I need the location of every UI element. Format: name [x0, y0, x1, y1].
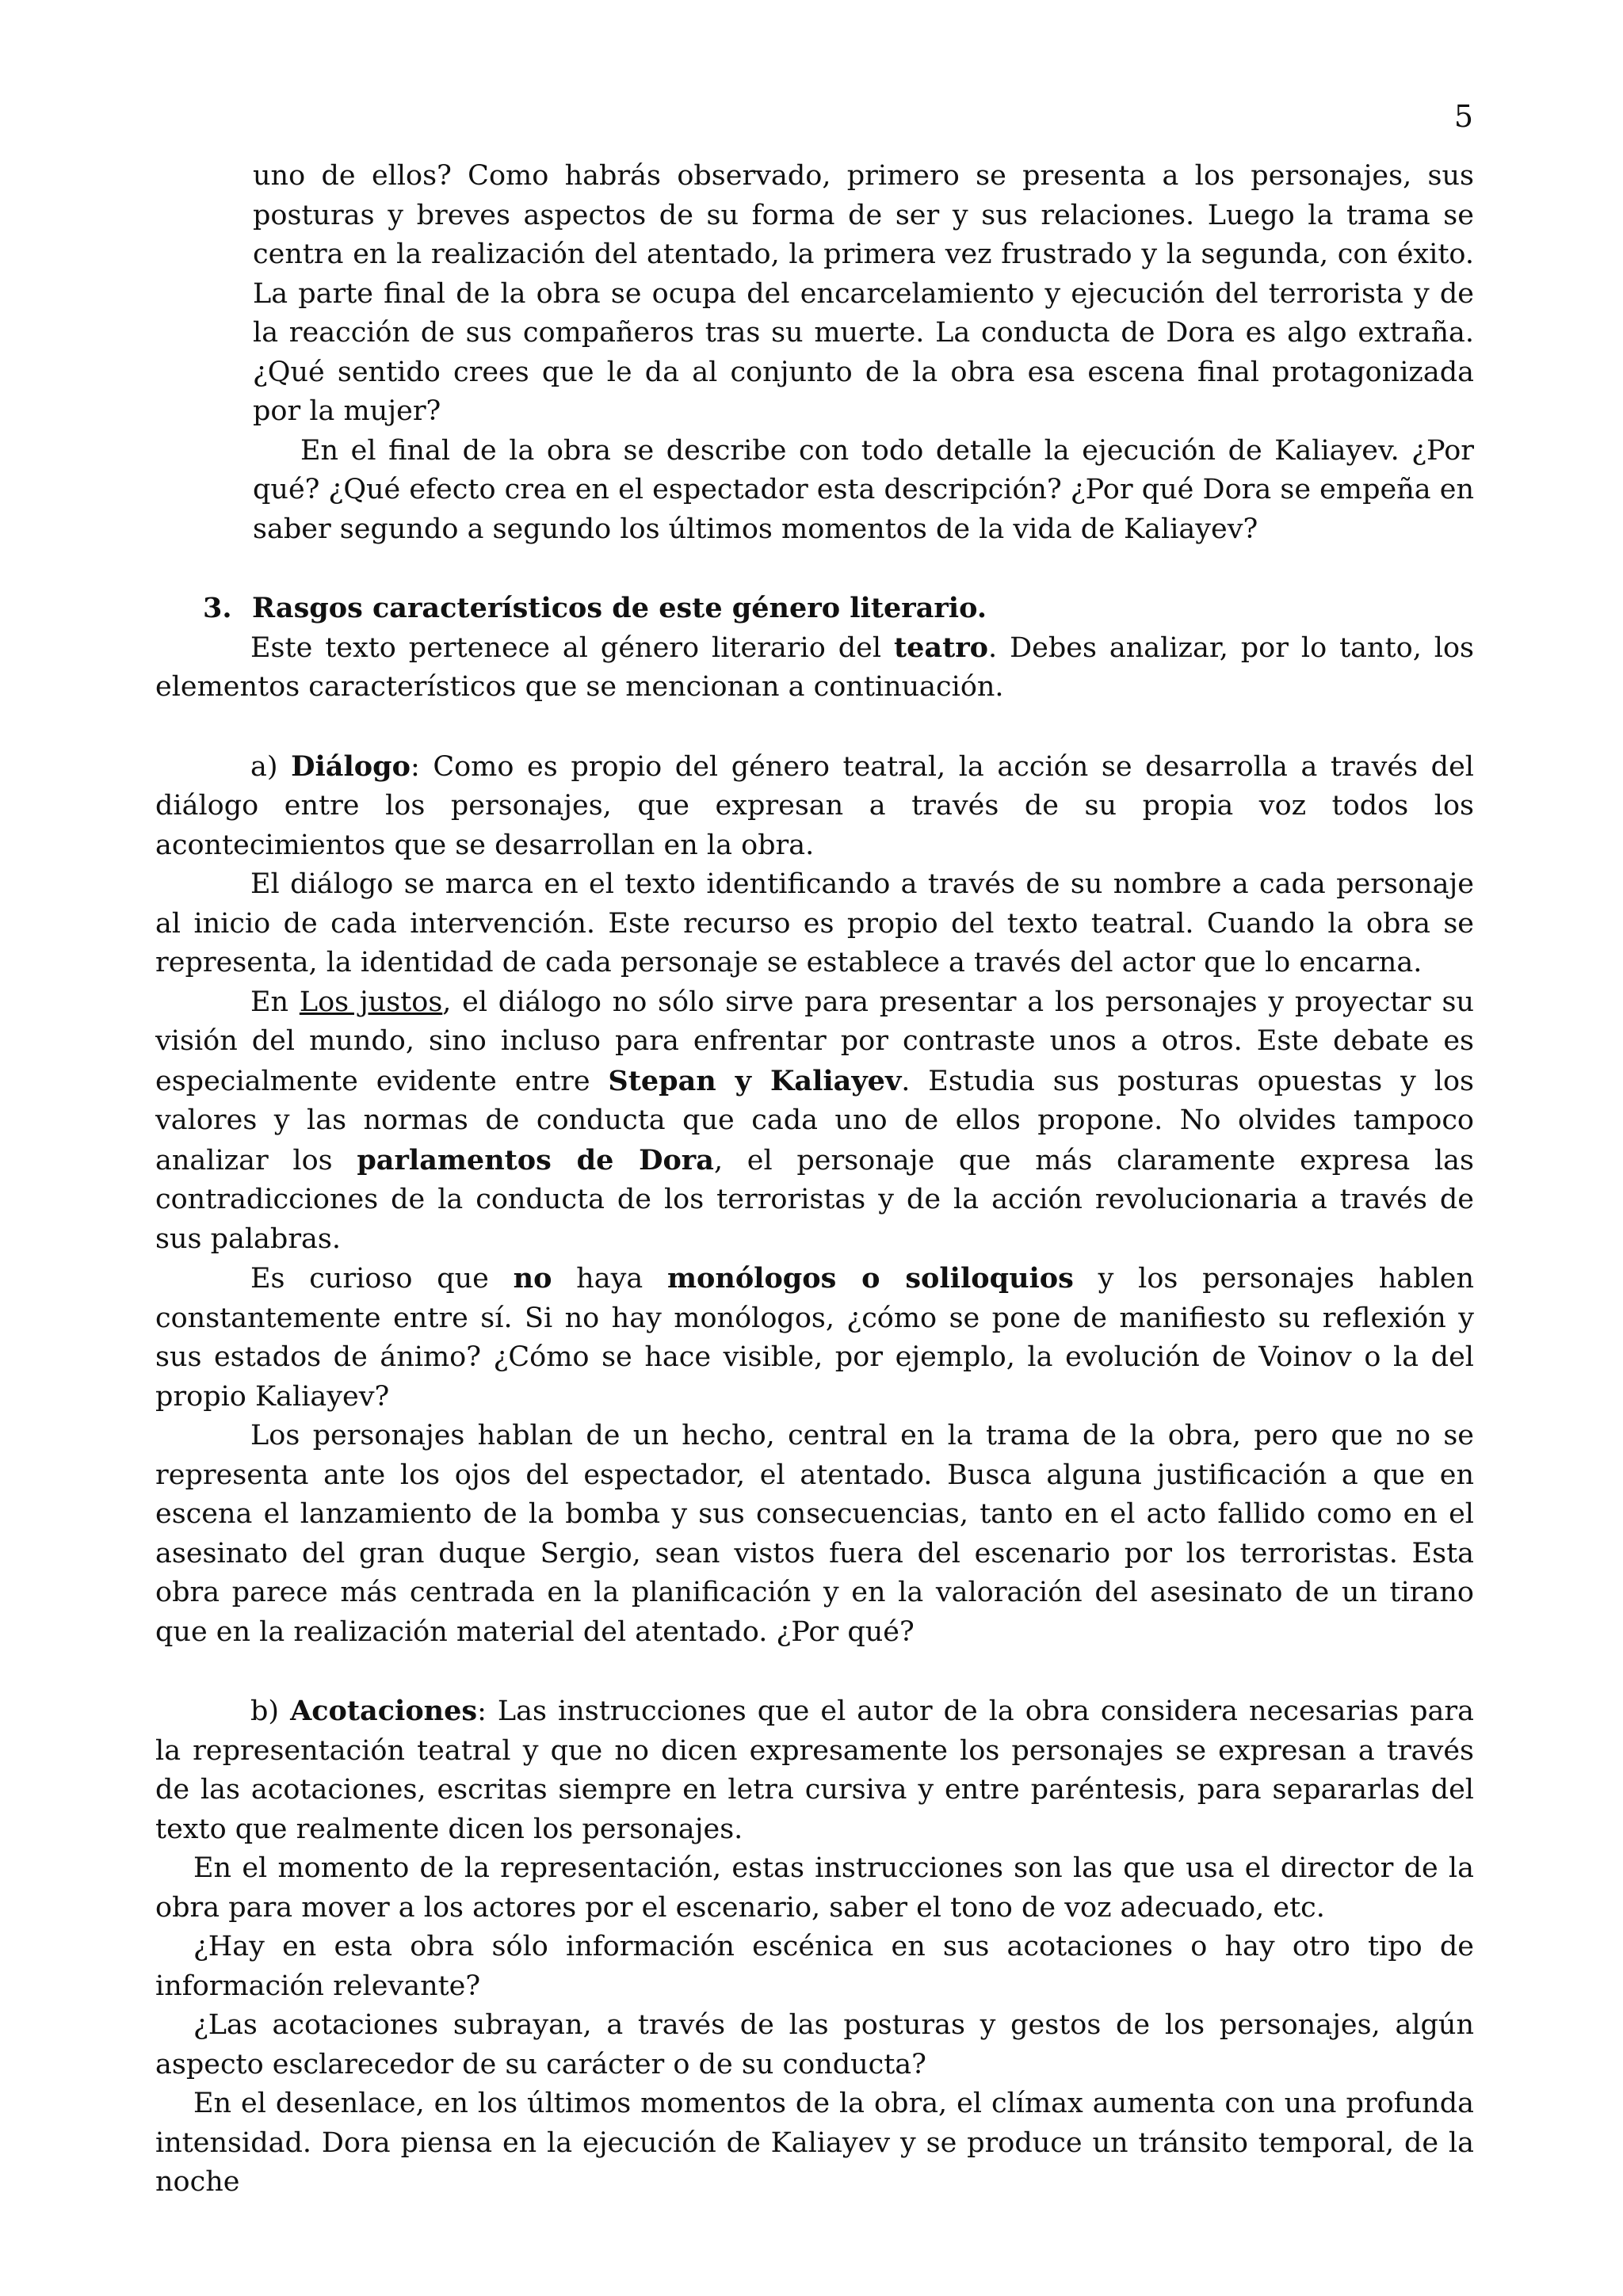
- term-stepan-kaliayev: Stepan y Kaliayev: [608, 1064, 902, 1097]
- text-run: : Como es propio del género teatral, la acción se desarrolla a través del diálogo entre los personajes, que expresan a través de su propia voz todos los acontecimientos que se desarrollan en la obra.: [155, 750, 1474, 861]
- dialogo-paragraph-1: [155, 747, 1474, 866]
- text-run: Este texto pertenece al género literario del: [250, 631, 894, 664]
- term-no: no: [513, 1262, 552, 1295]
- intro-block: [155, 157, 1474, 549]
- acotaciones-paragraph-5: En el desenlace, en los últimos momentos de la obra, el clímax aumenta con una profunda intensidad. Dora piensa en la ejecución de Kaliayev y se produce un tránsito temporal, de la noche: [155, 2088, 1474, 2198]
- text-run: Es curioso que: [250, 1263, 514, 1295]
- term-dialogo: Diálogo: [291, 749, 411, 783]
- section-3-intro: [155, 628, 1474, 707]
- work-title: Los justos: [299, 986, 443, 1018]
- intro-paragraph-1: uno de ellos? Como habrás observado, primero se presenta a los personajes, sus posturas y breves aspectos de su forma de ser y sus relaciones. Luego la trama se centra en la realización del atentado, la primera vez frustrado y la segunda, con éxito. La parte final de la obra se ocupa del encarcelamiento y ejecución del terrorista y de la reacción de sus compañeros tras su muerte. La conducta de Dora es algo extraña. ¿Qué sentido crees que le da al conjunto de la obra esa escena final protagonizada por la mujer?: [253, 160, 1474, 427]
- dialogo-paragraph-3: [155, 983, 1474, 1260]
- page-number: 5: [1453, 99, 1473, 134]
- term-acotaciones: Acotaciones: [290, 1695, 478, 1727]
- text-run: , el personaje que más claramente expresa las contradicciones de la conducta de los terroristas y de la acción revolucionaria a través de sus palabras.: [155, 1144, 1474, 1255]
- section-3-number: 3.: [203, 592, 232, 624]
- text-run: y los personajes hablen constantemente entre sí. Si no hay monólogos, ¿cómo se pone de manifiesto su reflexión y sus estados de ánimo? ¿Cómo se hace visible, por ejemplo, la evolución de Voinov o la del propio Kaliayev?: [155, 1263, 1474, 1413]
- acotaciones-paragraph-4: ¿Las acotaciones subrayan, a través de las posturas y gestos de los personajes, algún aspecto esclarecedor de su carácter o de su conducta?: [155, 2009, 1474, 2081]
- text-run: . Estudia sus posturas opuestas y los valores y las normas de conducta que cada uno de ellos propone. No olvides tampoco analizar los: [155, 1065, 1474, 1177]
- dialogo-paragraph-2: El diálogo se marca en el texto identificando a través de su nombre a cada personaje al inicio de cada intervención. Este recurso es propio del texto teatral. Cuando la obra se representa, la identidad de cada personaje se establece a través del actor que lo encarna.: [155, 868, 1474, 978]
- list-marker: a): [250, 750, 292, 783]
- acotaciones-paragraph-1: [155, 1691, 1474, 1849]
- term-parlamentos-dora: parlamentos de Dora: [357, 1143, 714, 1177]
- text-run: : Las instrucciones que el autor de la obra considera necesarias para la representación teatral y que no dicen expresamente los personajes se expresan a través de las acotaciones, escritas siempre en letra cursiva y entre paréntesis, para separarlas del texto que realmente dicen los personajes.: [155, 1695, 1474, 1845]
- document-body: [155, 157, 1474, 2203]
- dialogo-paragraph-5: Los personajes hablan de un hecho, central en la trama de la obra, pero que no se representa ante los ojos del espectador, el atentado. Busca alguna justificación a que en escena el lanzamiento de la bomba y sus consecuencias, tanto en el acto fallido como en el asesinato del gran duque Sergio, sean vistos fuera del escenario por los terroristas. Esta obra parece más centrada en la planificación y en la valoración del asesinato de un tirano que en la realización material del atentado. ¿Por qué?: [155, 1420, 1474, 1648]
- intro-paragraph-2: En el final de la obra se describe con todo detalle la ejecución de Kaliayev. ¿Por qué? ¿Qué efecto crea en el espectador esta descripción? ¿Por qué Dora se empeña en saber segundo a segundo los últimos momentos de la vida de Kaliayev?: [253, 434, 1474, 545]
- section-3-title: Rasgos característicos de este género literario.: [252, 592, 987, 624]
- acotaciones-paragraph-2: En el momento de la representación, estas instrucciones son las que usa el director de la obra para mover a los actores por el escenario, saber el tono de voz adecuado, etc.: [155, 1852, 1474, 1924]
- text-run: haya: [552, 1263, 667, 1295]
- section-3-heading: [155, 589, 1474, 628]
- dialogo-paragraph-4: [155, 1259, 1474, 1417]
- term-teatro: teatro: [893, 631, 989, 664]
- spacer: [155, 1652, 1474, 1691]
- text-run: . Debes analizar, por lo tanto, los elementos característicos que se mencionan a continuación.: [155, 631, 1474, 703]
- list-marker: b): [250, 1695, 291, 1727]
- acotaciones-paragraph-3: ¿Hay en esta obra sólo información escénica en sus acotaciones o hay otro tipo de información relevante?: [155, 1931, 1474, 2002]
- text-run: , el diálogo no sólo sirve para presentar a los personajes y proyectar su visión del mundo, sino incluso para enfrentar por contraste unos a otros. Este debate es especialmente evidente entre: [155, 986, 1475, 1097]
- text-run: En: [250, 986, 300, 1018]
- term-monologos: monólogos o soliloquios: [667, 1262, 1074, 1295]
- spacer: [155, 707, 1474, 747]
